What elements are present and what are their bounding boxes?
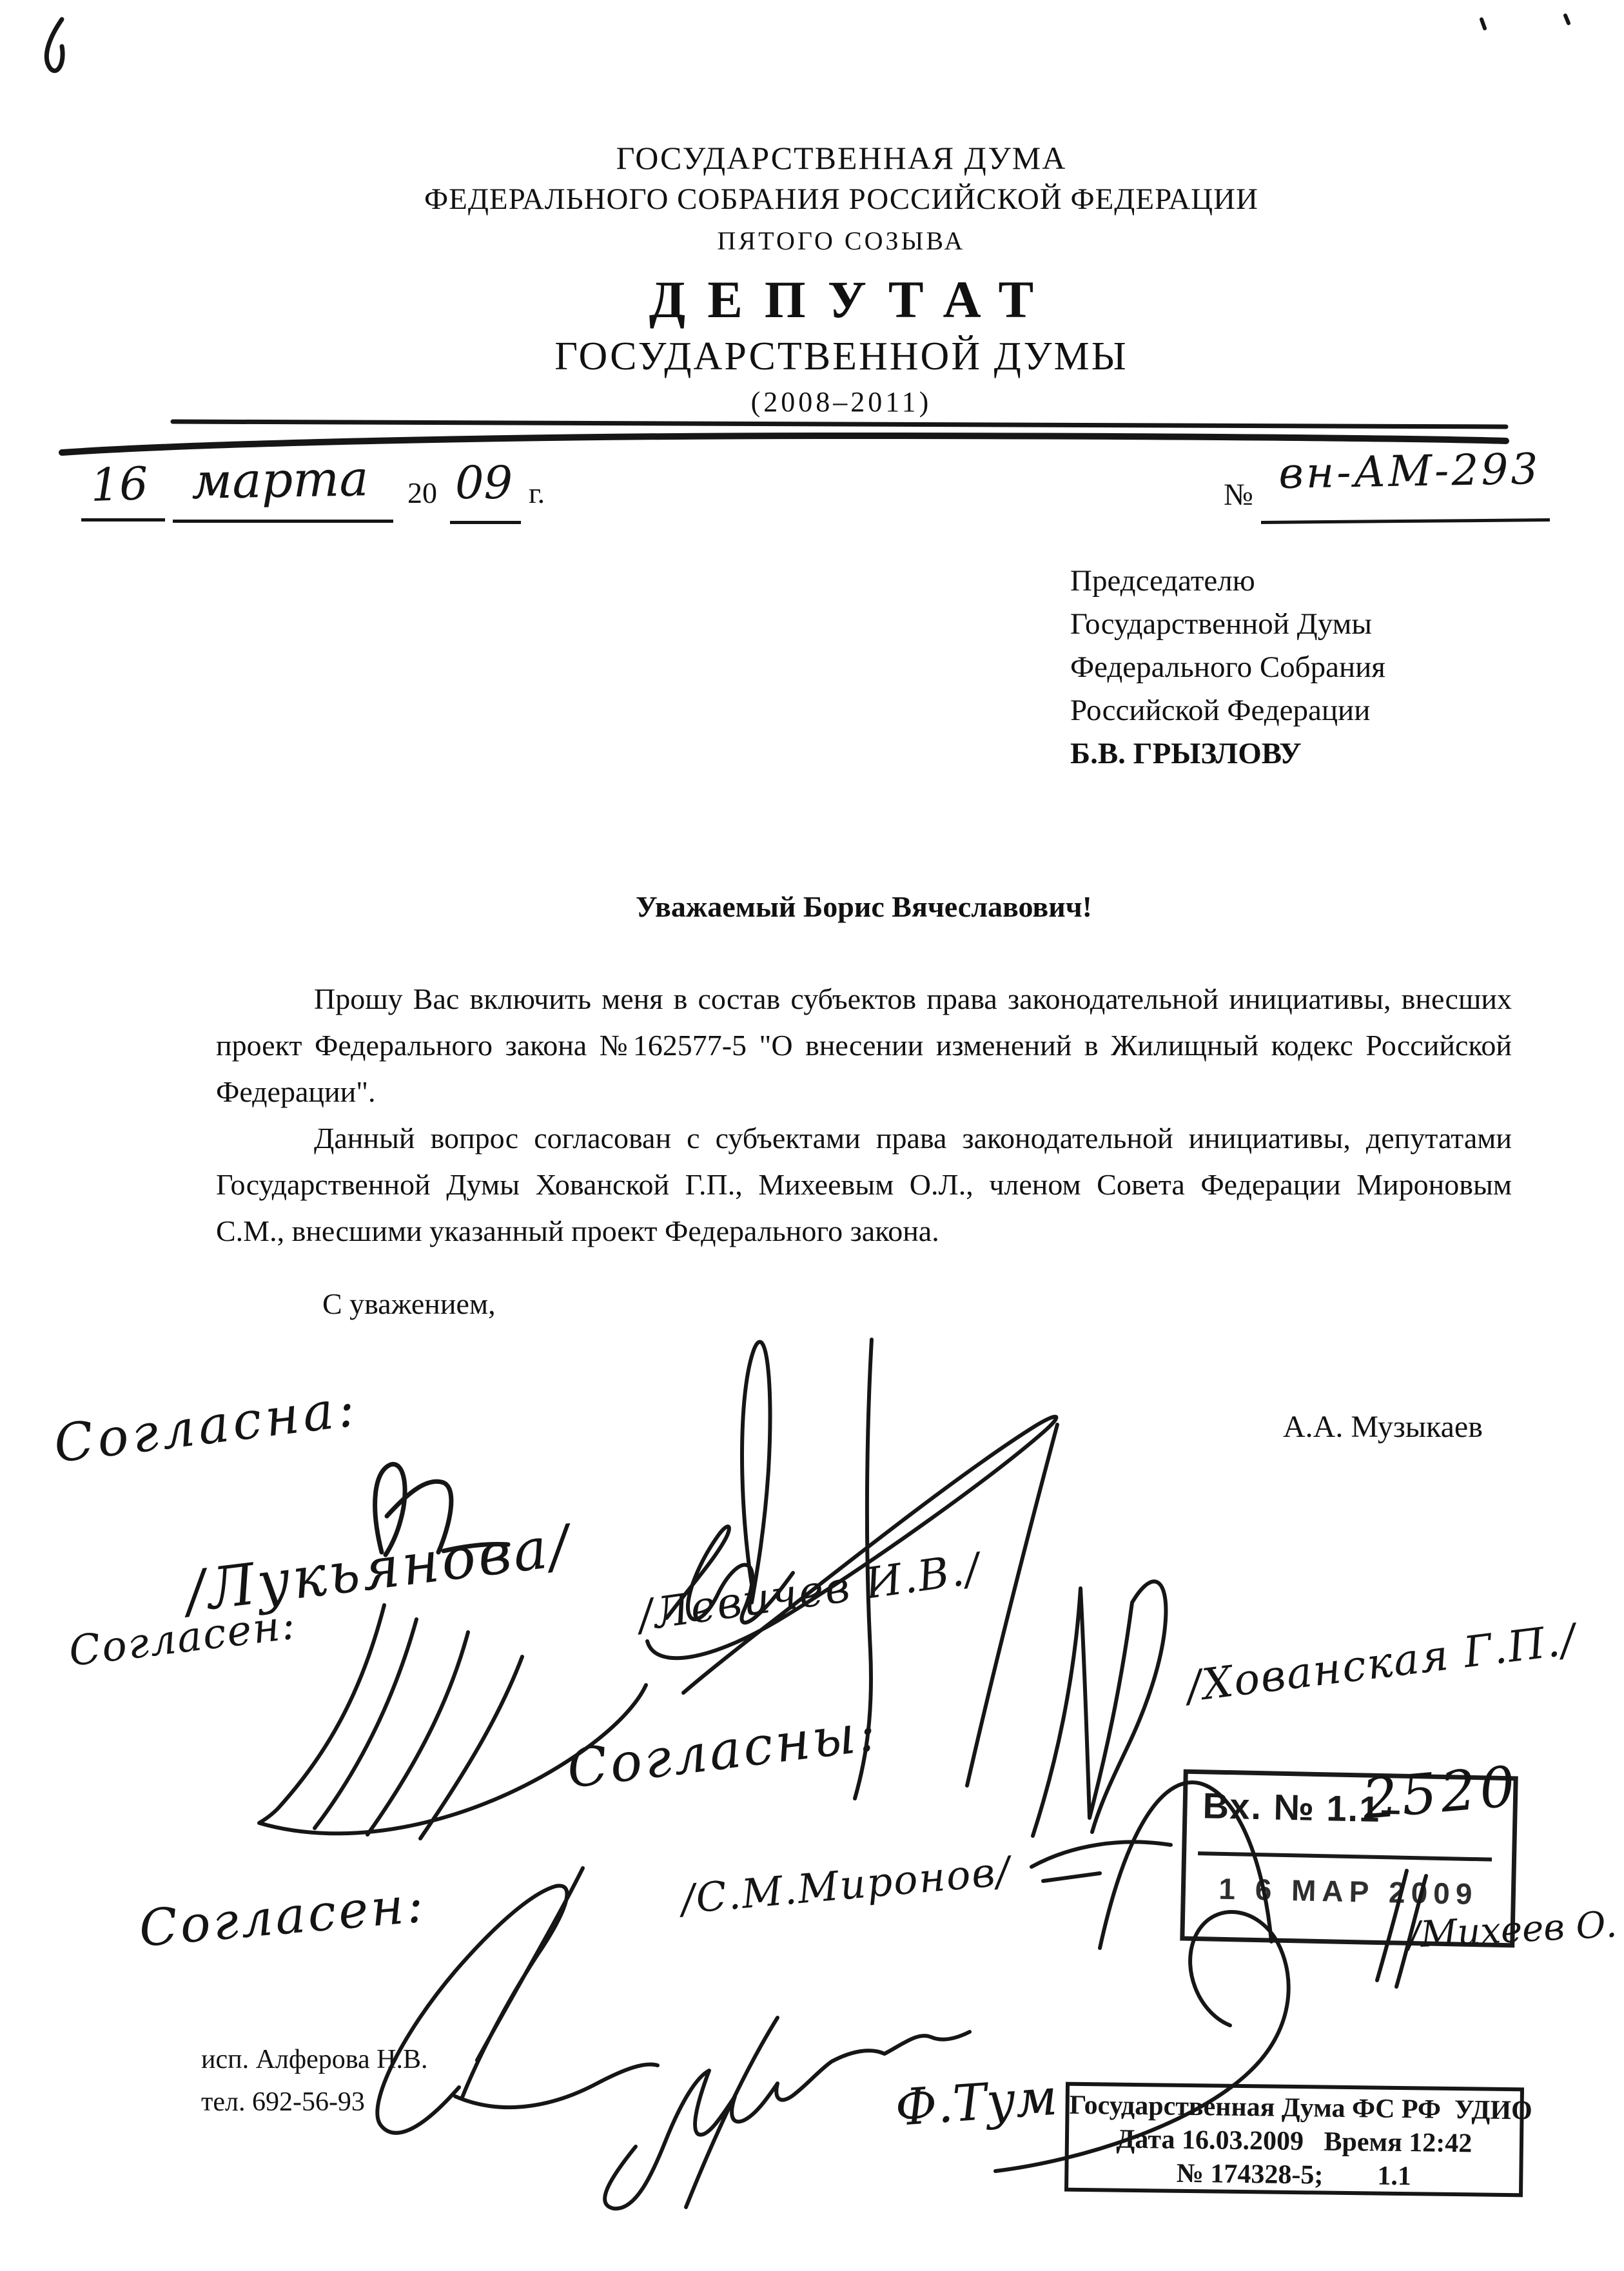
hw-date-month: марта xyxy=(191,449,369,510)
hw-mikheev-name: /Михеев О. xyxy=(1407,1904,1618,1956)
executor-name: исп. Алферова Н.В. xyxy=(201,2045,428,2074)
hw-date-day: 16 xyxy=(90,456,150,512)
body-paragraph-1: Прошу Вас включить меня в состав субъектов права законодательной инициативы, внесших проект Федерального закона №162577-5 "О внесении изменений в Жилищный кодекс Российской Федерации". xyxy=(216,982,1512,1108)
registration-stamp-line2: Дата 16.03.2009 Время 12:42 xyxy=(1116,2124,1472,2159)
letterhead-org-line3: ПЯТОГО СОЗЫВА xyxy=(717,226,966,255)
addressee-block xyxy=(1070,560,1385,775)
hw-agree-lukyanova-label: Согласна: xyxy=(50,1377,362,1474)
registration-stamp xyxy=(1064,2082,1533,2198)
letterhead-title-duma: ГОСУДАРСТВЕННОЙ ДУМЫ xyxy=(554,335,1128,378)
hw-agree-levichev-label: Согласен: xyxy=(66,1601,299,1676)
addressee-line: Председателю xyxy=(1070,564,1255,598)
hw-levichev-name: /Левичев И.В./ xyxy=(635,1543,984,1641)
ref-number-label: № xyxy=(1224,478,1253,512)
specks-top-right xyxy=(1482,15,1569,28)
letterhead-title-deputy: ДЕПУТАТ xyxy=(649,270,1056,329)
hw-date-year: 09 xyxy=(455,456,513,509)
salutation: Уважаемый Борис Вячеславович! xyxy=(636,890,1092,923)
addressee-line: Государственной Думы xyxy=(1070,607,1372,641)
hw-agree-middle-label: Согласны: xyxy=(563,1701,882,1800)
date-month-underline xyxy=(173,520,393,523)
addressee-name: Б.В. ГРЫЗЛОВУ xyxy=(1070,737,1302,770)
incoming-stamp-underline xyxy=(1198,1851,1492,1862)
addressee-line: Федерального Собрания xyxy=(1070,650,1385,684)
registration-stamp-line1: Государственная Дума ФС РФ УДИО xyxy=(1069,2090,1533,2126)
signer-name: А.А. Музыкаев xyxy=(1283,1410,1483,1444)
incoming-stamp-date: 1 6 МАР 2009 xyxy=(1218,1871,1478,1911)
hw-incoming-number: 2520 xyxy=(1360,1754,1521,1832)
date-century-printed: 20 xyxy=(407,476,437,509)
letterhead-years: (2008–2011) xyxy=(750,386,932,418)
date-year-underline xyxy=(450,521,521,524)
executor-phone: тел. 692-56-93 xyxy=(201,2087,365,2117)
closing-phrase: С уважением, xyxy=(322,1287,496,1320)
letterhead-rule-top xyxy=(173,422,1506,427)
hw-mironov-name: /С.М.Миронов/ xyxy=(679,1847,1013,1923)
registration-stamp-line3: № 174328-5; 1.1 xyxy=(1176,2158,1412,2192)
hw-tumusov-name: Ф.Тум xyxy=(893,2068,1059,2138)
date-suffix-printed: г. xyxy=(529,476,545,509)
hw-agree-mironov-label: Согласен: xyxy=(137,1875,429,1958)
hw-khovanskaya-name: /Хованская Г.П./ xyxy=(1184,1614,1580,1711)
addressee-line: Российской Федерации xyxy=(1070,694,1371,727)
khovanskaya-signature xyxy=(1032,1581,1171,1881)
letter-body xyxy=(216,976,1512,1254)
incoming-stamp-prefix: Вх. № 1.1– xyxy=(1202,1785,1403,1830)
letterhead-org-line1: ГОСУДАРСТВЕННАЯ ДУМА xyxy=(616,140,1067,176)
hw-lukyanova-name: /Лукьянова/ xyxy=(182,1512,575,1625)
body-paragraph-2: Данный вопрос согласован с субъектами права законодательной инициативы, депутатами Государственной Думы Хованской Г.П., Михеевым О.Л., членом Совета Федерации Мироновым С.М., внесшими указанный проект Федерального закона. xyxy=(216,1122,1512,1247)
hw-ref-number: вн-АМ-293 xyxy=(1278,443,1541,498)
letterhead-org-line2: ФЕДЕРАЛЬНОГО СОБРАНИЯ РОССИЙСКОЙ ФЕДЕРАЦИИ xyxy=(424,182,1258,216)
executor-block xyxy=(201,2038,428,2123)
date-day-underline xyxy=(81,518,165,521)
pen-mark-top-left xyxy=(46,19,63,71)
ref-number-underline xyxy=(1261,518,1550,524)
levichev-signature xyxy=(259,1605,646,1838)
